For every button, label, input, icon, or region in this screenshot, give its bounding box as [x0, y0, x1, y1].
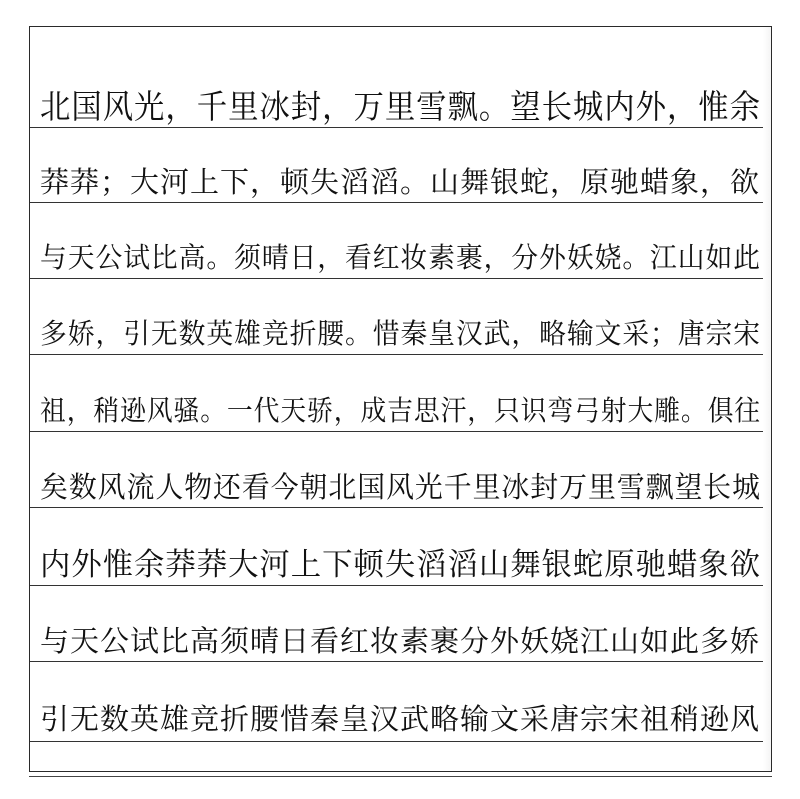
handwritten-line-5: 祖，稍逊风骚。一代天骄，成吉思汗，只识弯弓射大雕。俱往 — [40, 394, 761, 427]
handwritten-line-9: 引无数英雄竞折腰惜秦皇汉武略输文采唐宗宋祖稍逊风 — [40, 702, 761, 736]
handwritten-line-2: 莽莽；大河上下，顿失滔滔。山舞银蛇，原驰蜡象，欲 — [40, 165, 761, 199]
page-edge-shadow — [763, 27, 771, 771]
ruled-line — [30, 741, 771, 742]
handwritten-line-1: 北国风光，千里冰封，万里雪飘。望长城内外，惟余 — [40, 87, 762, 126]
ruled-line — [30, 354, 771, 355]
handwritten-line-8: 与天公试比高须晴日看红妆素裹分外妖娆江山如此多娇 — [40, 624, 761, 658]
handwritten-line-3: 与天公试比高。须晴日，看红妆素裹，分外妖娆。江山如此 — [40, 241, 761, 274]
ruled-line — [30, 661, 771, 662]
handwritten-line-4: 多娇，引无数英雄竞折腰。惜秦皇汉武，略输文采；唐宗宋 — [40, 317, 761, 350]
bottom-border-line — [29, 776, 772, 777]
ruled-line — [30, 507, 771, 508]
ruled-line — [30, 202, 771, 203]
ruled-line — [30, 585, 771, 586]
ruled-line — [30, 431, 771, 432]
writing-sheet — [29, 26, 772, 772]
handwritten-line-6: 矣数风流人物还看今朝北国风光千里冰封万里雪飘望长城 — [40, 470, 761, 504]
ruled-line — [30, 278, 771, 279]
ruled-line — [30, 127, 771, 128]
handwritten-line-7: 内外惟余莽莽大河上下顿失滔滔山舞银蛇原驰蜡象欲 — [40, 547, 761, 583]
